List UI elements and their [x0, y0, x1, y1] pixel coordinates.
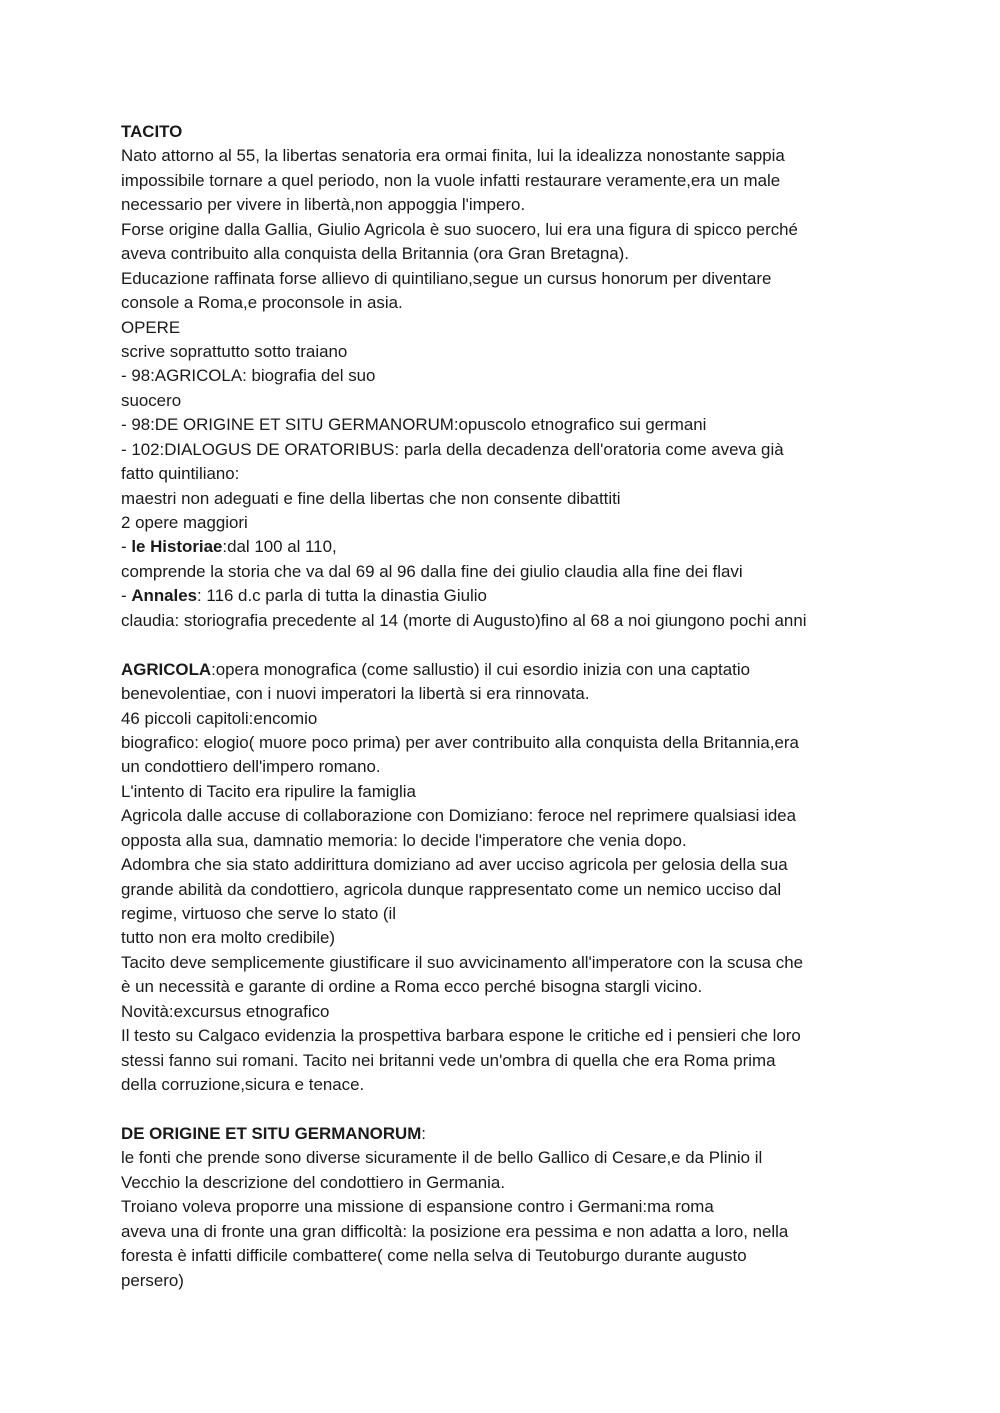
text-line: è un necessità e garante di ordine a Roma ecco perché bisogna stargli vicino. [121, 977, 703, 997]
text-line: Forse origine dalla Gallia, Giulio Agricola è suo suocero, lui era una figura di spicco perché [121, 219, 798, 239]
list-item-historiae: - le Historiae:dal 100 al 110, [121, 537, 337, 557]
text-line: Tacito deve semplicemente giustificare il suo avvicinamento all'imperatore con la scusa che [121, 952, 803, 972]
text-line: console a Roma,e proconsole in asia. [121, 293, 403, 313]
text-line: biografico: elogio( muore poco prima) per aver contribuito alla conquista della Britannia,era [121, 732, 799, 752]
text-line: 2 opere maggiori [121, 513, 248, 532]
text-line: le fonti che prende sono diverse sicuramente il de bello Gallico di Cesare,e da Plinio il [121, 1148, 763, 1168]
text-line: maestri non adeguati e fine della libertas che non consente dibattiti [121, 488, 621, 508]
text-line: scrive soprattutto sotto traiano [121, 341, 348, 361]
text-line: Agricola dalle accuse di collaborazione con Domiziano: feroce nel reprimere qualsiasi idea [121, 806, 797, 826]
section-agricola-first-line: AGRICOLA:opera monografica (come sallustio) il cui esordio inizia con una captatio [121, 659, 750, 679]
section-title-tacito: TACITO [121, 122, 183, 141]
heading-opere: OPERE [121, 317, 181, 337]
text-line: della corruzione,sicura e tenace. [121, 1075, 365, 1095]
text-line: Vecchio la descrizione del condottiero in Germania. [121, 1172, 506, 1192]
paragraph-gap [121, 633, 981, 657]
list-item: - 102:DIALOGUS DE ORATORIBUS: parla della decadenza dell'oratoria come aveva già [121, 439, 784, 459]
list-item: - 98:DE ORIGINE ET SITU GERMANORUM:opuscolo etnografico sui germani [121, 415, 707, 435]
text-line: Troiano voleva proporre una missione di espansione contro i Germani:ma roma [121, 1197, 714, 1217]
text-line: necessario per vivere in libertà,non appoggia l'impero. [121, 195, 526, 215]
list-item-annales: - Annales: 116 d.c parla di tutta la dinastia Giulio [121, 586, 487, 606]
text-line: grande abilità da condottiero, agricola dunque rappresentato come un nemico ucciso dal [121, 879, 782, 899]
paragraph-gap [121, 1098, 981, 1122]
text-line: aveva contribuito alla conquista della Britannia (ora Gran Bretagna). [121, 244, 629, 264]
text-line: persero) [121, 1270, 184, 1290]
text-line: un condottiero dell'impero romano. [121, 757, 381, 777]
section-germania-first-line: DE ORIGINE ET SITU GERMANORUM: [121, 1123, 426, 1143]
text-line: claudia: storiografia precedente al 14 (morte di Augusto)fino al 68 a noi giungono pochi anni [121, 610, 807, 630]
text-line: impossibile tornare a quel periodo, non la vuole infatti restaurare veramente,era un male [121, 170, 781, 190]
text-line: L'intento di Tacito era ripulire la famiglia [121, 781, 416, 801]
text-line: Novità:excursus etnografico [121, 1001, 330, 1021]
document-page [121, 120, 981, 1293]
text-line: Il testo su Calgaco evidenzia la prospettiva barbara espone le critiche ed i pensieri che loro [121, 1026, 801, 1046]
text-line: Adombra che sia stato addirittura domiziano ad aver ucciso agricola per gelosia della sua [121, 855, 788, 875]
text-line: benevolentiae, con i nuovi imperatori la libertà si era rinnovata. [121, 684, 590, 704]
text-line: tutto non era molto credibile) [121, 928, 336, 948]
text-line: aveva una di fronte una gran difficoltà: la posizione era pessima e non adatta a loro, nella [121, 1221, 789, 1241]
list-item: - 98:AGRICOLA: biografia del suo [121, 366, 376, 386]
text-line: Nato attorno al 55, la libertas senatoria era ormai finita, lui la idealizza nonostante sappia [121, 146, 785, 166]
text-line: fatto quintiliano: [121, 464, 240, 484]
text-line: regime, virtuoso che serve lo stato (il [121, 904, 397, 923]
text-line: comprende la storia che va dal 69 al 96 dalla fine dei giulio claudia alla fine dei flavi [121, 561, 743, 581]
text-line: stessi fanno sui romani. Tacito nei britanni vede un'ombra di quella che era Roma prima [121, 1050, 776, 1070]
text-line: opposta alla sua, damnatio memoria: lo decide l'imperatore che venia dopo. [121, 830, 687, 850]
text-line: Educazione raffinata forse allievo di quintiliano,segue un cursus honorum per diventare [121, 268, 772, 288]
text-line: 46 piccoli capitoli:encomio [121, 708, 318, 728]
text-line: foresta è infatti difficile combattere( come nella selva di Teutoburgo durante augusto [121, 1246, 747, 1266]
text-line: suocero [121, 390, 182, 410]
